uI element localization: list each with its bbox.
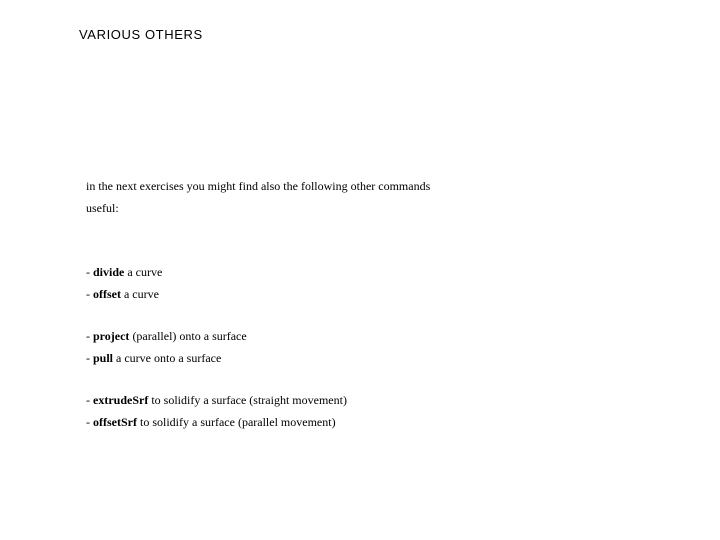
command-group-curves <box>86 261 646 305</box>
command-name: project <box>93 329 130 343</box>
command-item-pull <box>86 347 646 369</box>
command-item-divide <box>86 261 646 283</box>
bullet-dash: - <box>86 287 93 301</box>
command-item-offset <box>86 283 646 305</box>
command-description: a curve <box>124 265 163 279</box>
intro-line-2: useful: <box>86 201 119 215</box>
bullet-dash: - <box>86 329 93 343</box>
command-name: divide <box>93 265 125 279</box>
command-description: to solidify a surface (parallel movement) <box>136 415 336 429</box>
bullet-dash: - <box>86 393 93 407</box>
command-description: (parallel) onto a surface <box>129 329 247 343</box>
command-group-solidify <box>86 389 646 433</box>
intro-line-1: in the next exercises you might find also the following other commands <box>86 179 431 193</box>
command-description: to solidify a surface (straight movement) <box>148 393 347 407</box>
command-name: pull <box>93 351 114 365</box>
command-item-offsetsrf <box>86 411 646 433</box>
intro-text <box>86 175 646 219</box>
slide-title: VARIOUS OTHERS <box>79 27 203 42</box>
bullet-dash: - <box>86 265 93 279</box>
command-description: a curve <box>120 287 159 301</box>
command-item-extrudesrf <box>86 389 646 411</box>
command-item-project <box>86 325 646 347</box>
command-name: offset <box>93 287 121 301</box>
command-group-surface-projection <box>86 325 646 369</box>
bullet-dash: - <box>86 351 93 365</box>
command-description: a curve onto a surface <box>113 351 222 365</box>
command-name: offsetSrf <box>93 415 137 429</box>
command-name: extrudeSrf <box>93 393 149 407</box>
bullet-dash: - <box>86 415 93 429</box>
